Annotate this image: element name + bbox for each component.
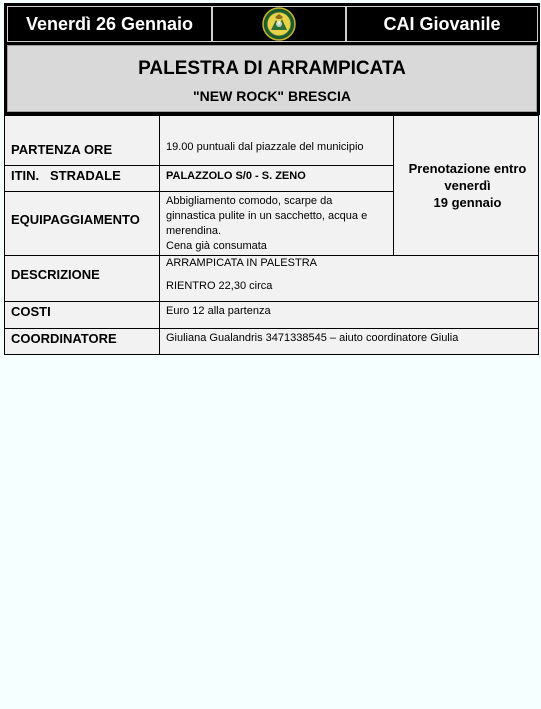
title-box	[7, 45, 537, 112]
booking-line2: venerdì	[444, 178, 491, 193]
value-costi: Euro 12 alla partenza	[166, 305, 271, 317]
value-descrizione-line1: ARRAMPICATA IN PALESTRA	[166, 257, 317, 269]
column-divider	[159, 116, 160, 354]
label-itinerario: ITIN. STRADALE	[11, 168, 121, 183]
value-descrizione-line2: RIENTRO 22,30 circa	[166, 280, 273, 292]
header-bar	[4, 3, 540, 43]
title-band	[4, 43, 540, 115]
label-partenza: PARTENZA ORE	[11, 142, 113, 157]
value-coordinatore: Giuliana Gualandris 3471338545 – aiuto coordinatore Giulia	[166, 332, 459, 344]
label-coordinatore: COORDINATORE	[11, 331, 117, 346]
event-title: PALESTRA DI ARRAMPICATA	[138, 58, 406, 79]
logo-cell	[212, 6, 346, 42]
value-partenza: 19.00 puntuali dal piazzale del municipio	[166, 141, 364, 153]
details-table	[4, 115, 539, 355]
row-divider	[5, 165, 393, 166]
column-divider	[393, 116, 394, 255]
label-equipaggiamento: EQUIPAGGIAMENTO	[11, 212, 140, 227]
value-equip-line2: ginnastica pulite in un sacchetto, acqua e	[166, 210, 368, 222]
event-date: Venerdì 26 Gennaio	[7, 6, 212, 42]
value-itinerario: PALAZZOLO S/0 - S. ZENO	[166, 170, 306, 182]
event-subtitle: "NEW ROCK" BRESCIA	[193, 88, 351, 104]
label-costi: COSTI	[11, 304, 51, 319]
row-divider	[5, 301, 538, 302]
row-divider	[5, 328, 538, 329]
label-descrizione: DESCRIZIONE	[11, 267, 100, 282]
booking-line3: 19 gennaio	[433, 195, 502, 210]
booking-line1: Prenotazione entro	[408, 161, 527, 176]
cai-emblem-icon	[262, 7, 296, 41]
value-equip-line4: Cena già consumata	[166, 240, 267, 252]
organization-name: CAI Giovanile	[346, 6, 538, 42]
value-equip-line3: merendina.	[166, 225, 222, 237]
value-equip-line1: Abbigliamento comodo, scarpe da	[166, 195, 333, 207]
row-divider	[5, 191, 393, 192]
booking-note	[395, 116, 540, 255]
